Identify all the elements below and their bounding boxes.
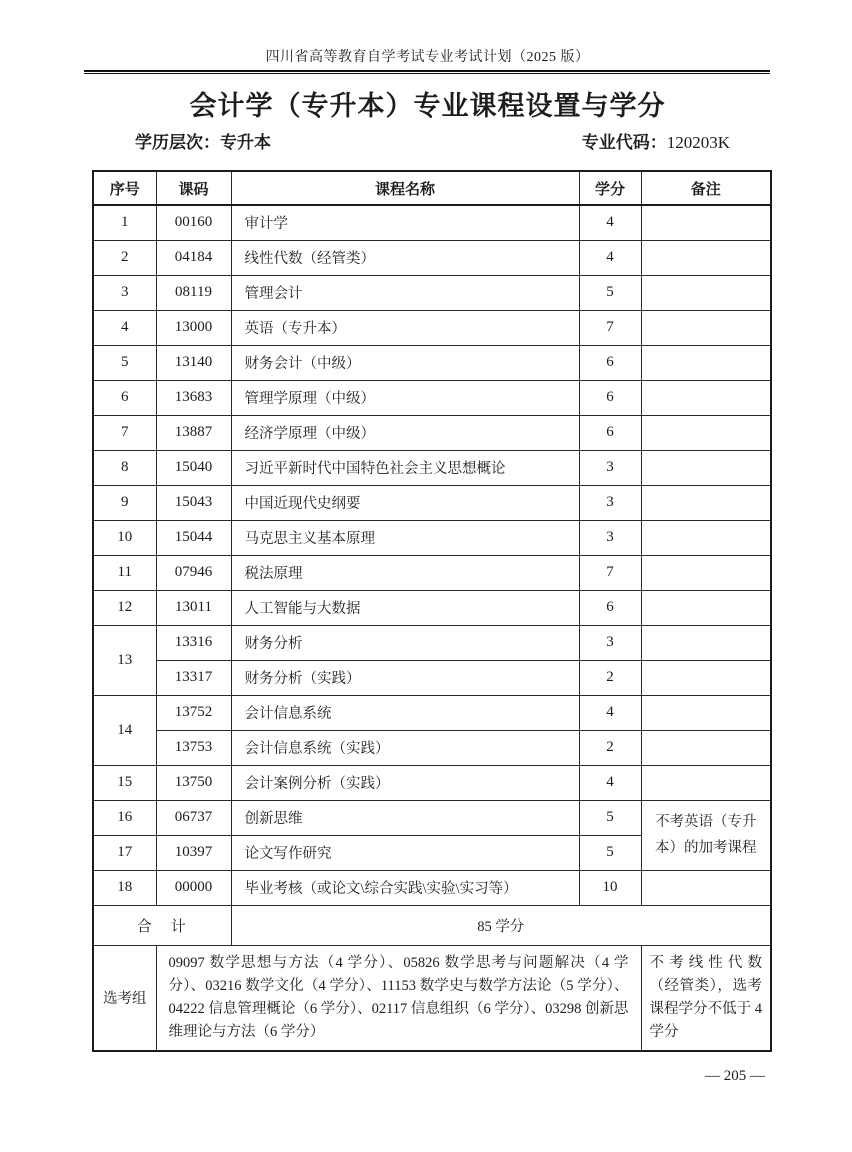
code-cell: 04184 — [156, 240, 231, 275]
credits-cell: 7 — [579, 555, 641, 590]
credits-cell: 5 — [579, 275, 641, 310]
credits-cell: 10 — [579, 870, 641, 905]
credits-cell: 3 — [579, 625, 641, 660]
seq-cell: 11 — [93, 555, 156, 590]
table-row — [93, 660, 771, 695]
elective-group-courses: 09097 数学思想与方法（4 学分）、05826 数学思考与问题解决（4 学分）、03216 数学文化（4 学分）、11153 数学史与数学方法论（5 学分）、04222 信息管理概论（6 学分）、02117 信息组织（6 学分）、03298 创新思维理论与方法（6 学分） — [156, 945, 641, 1051]
page-title: 会计学（专升本）专业课程设置与学分 — [189, 91, 666, 121]
table-row — [93, 765, 771, 800]
remark-cell — [641, 625, 771, 660]
remark-cell — [641, 275, 771, 310]
table-row — [93, 345, 771, 380]
major-code — [582, 128, 730, 153]
credits-cell: 3 — [579, 485, 641, 520]
seq-cell: 6 — [93, 380, 156, 415]
course-name-cell: 习近平新时代中国特色社会主义思想概论 — [231, 450, 579, 485]
remark-cell — [641, 205, 771, 240]
remark-cell — [641, 415, 771, 450]
course-name-cell: 经济学原理（中级） — [231, 415, 579, 450]
seq-cell: 4 — [93, 310, 156, 345]
remark-cell — [641, 520, 771, 555]
credits-cell: 4 — [579, 240, 641, 275]
page-number: — 205 — — [705, 1068, 765, 1084]
code-cell: 06737 — [156, 800, 231, 835]
code-cell: 07946 — [156, 555, 231, 590]
remark-cell — [641, 730, 771, 765]
seq-cell: 12 — [93, 590, 156, 625]
document-header-note: 四川省高等教育自学考试专业考试计划（2025 版） — [265, 50, 590, 65]
credits-cell: 7 — [579, 310, 641, 345]
code-cell: 13750 — [156, 765, 231, 800]
table-row — [93, 240, 771, 275]
credits-cell: 2 — [579, 730, 641, 765]
course-credit-table — [92, 170, 772, 1052]
course-name-cell: 创新思维 — [231, 800, 579, 835]
credits-cell: 6 — [579, 415, 641, 450]
remark-cell — [641, 660, 771, 695]
elective-group-row — [93, 945, 771, 1051]
header-divider-rule — [84, 70, 770, 74]
code-cell: 08119 — [156, 275, 231, 310]
course-name-cell: 英语（专升本） — [231, 310, 579, 345]
code-cell: 15043 — [156, 485, 231, 520]
major-code-label: 专业代码： — [581, 133, 667, 152]
credits-cell: 6 — [579, 380, 641, 415]
code-cell: 15044 — [156, 520, 231, 555]
remark-cell — [641, 590, 771, 625]
table-row — [93, 205, 771, 240]
table-row — [93, 520, 771, 555]
subtitle-row — [85, 128, 770, 153]
education-level: 学历层次：专升本 — [135, 133, 271, 152]
table-row — [93, 415, 771, 450]
credits-cell: 6 — [579, 345, 641, 380]
seq-cell-merged: 14 — [93, 695, 156, 765]
remark-cell — [641, 555, 771, 590]
seq-cell: 10 — [93, 520, 156, 555]
seq-cell: 7 — [93, 415, 156, 450]
table-row — [93, 730, 771, 765]
course-name-cell: 管理会计 — [231, 275, 579, 310]
table-row — [93, 800, 771, 835]
table-row — [93, 485, 771, 520]
course-name-cell: 中国近现代史纲要 — [231, 485, 579, 520]
seq-cell: 1 — [93, 205, 156, 240]
credits-cell: 3 — [579, 520, 641, 555]
seq-cell: 8 — [93, 450, 156, 485]
code-cell: 00160 — [156, 205, 231, 240]
total-label: 合 计 — [93, 905, 231, 945]
course-name-cell: 马克思主义基本原理 — [231, 520, 579, 555]
total-row — [93, 905, 771, 945]
seq-cell: 5 — [93, 345, 156, 380]
course-name-cell: 审计学 — [231, 205, 579, 240]
credits-cell: 4 — [579, 695, 641, 730]
remark-cell — [641, 345, 771, 380]
course-name-cell: 论文写作研究 — [231, 835, 579, 870]
seq-cell: 18 — [93, 870, 156, 905]
code-cell: 13683 — [156, 380, 231, 415]
remark-cell — [641, 240, 771, 275]
header-remark: 备注 — [641, 171, 771, 205]
total-value: 85 学分 — [231, 905, 771, 945]
table-row — [93, 625, 771, 660]
header-credits: 学分 — [579, 171, 641, 205]
code-cell: 13753 — [156, 730, 231, 765]
remark-cell — [641, 765, 771, 800]
code-cell: 15040 — [156, 450, 231, 485]
code-cell: 13316 — [156, 625, 231, 660]
course-name-cell: 人工智能与大数据 — [231, 590, 579, 625]
seq-cell-merged: 13 — [93, 625, 156, 695]
table-row — [93, 380, 771, 415]
header-seq: 序号 — [93, 171, 156, 205]
credits-cell: 4 — [579, 765, 641, 800]
course-name-cell: 财务分析（实践） — [231, 660, 579, 695]
elective-group-label: 选考组 — [93, 945, 156, 1051]
credits-cell: 6 — [579, 590, 641, 625]
code-cell: 13317 — [156, 660, 231, 695]
course-name-cell: 会计信息系统（实践） — [231, 730, 579, 765]
remark-cell — [641, 380, 771, 415]
remark-cell-merged: 不考英语（专升本）的加考课程 — [641, 800, 771, 870]
seq-cell: 16 — [93, 800, 156, 835]
table-row — [93, 590, 771, 625]
course-name-cell: 财务分析 — [231, 625, 579, 660]
table-header-row — [93, 171, 771, 205]
table-row — [93, 450, 771, 485]
seq-cell: 2 — [93, 240, 156, 275]
code-cell: 13752 — [156, 695, 231, 730]
credits-cell: 5 — [579, 800, 641, 835]
course-name-cell: 财务会计（中级） — [231, 345, 579, 380]
course-name-cell: 毕业考核（或论文\综合实践\实验\实习等） — [231, 870, 579, 905]
code-cell: 13140 — [156, 345, 231, 380]
code-cell: 00000 — [156, 870, 231, 905]
seq-cell: 17 — [93, 835, 156, 870]
remark-cell — [641, 870, 771, 905]
course-name-cell: 税法原理 — [231, 555, 579, 590]
elective-group-remark: 不考线性代数（经管类），选考课程学分不低于 4 学分 — [641, 945, 771, 1051]
credits-cell: 2 — [579, 660, 641, 695]
code-cell: 13887 — [156, 415, 231, 450]
course-name-cell: 线性代数（经管类） — [231, 240, 579, 275]
seq-cell: 3 — [93, 275, 156, 310]
credits-cell: 3 — [579, 450, 641, 485]
credits-cell: 5 — [579, 835, 641, 870]
course-name-cell: 管理学原理（中级） — [231, 380, 579, 415]
major-code-value: 120203K — [666, 133, 730, 152]
table-row — [93, 695, 771, 730]
remark-cell — [641, 310, 771, 345]
table-row — [93, 870, 771, 905]
code-cell: 10397 — [156, 835, 231, 870]
remark-cell — [641, 695, 771, 730]
remark-cell — [641, 450, 771, 485]
seq-cell: 15 — [93, 765, 156, 800]
code-cell: 13011 — [156, 590, 231, 625]
header-course-name: 课程名称 — [231, 171, 579, 205]
remark-cell — [641, 485, 771, 520]
credits-cell: 4 — [579, 205, 641, 240]
table-row — [93, 555, 771, 590]
seq-cell: 9 — [93, 485, 156, 520]
table-row — [93, 310, 771, 345]
header-code: 课码 — [156, 171, 231, 205]
course-name-cell: 会计信息系统 — [231, 695, 579, 730]
table-row — [93, 275, 771, 310]
code-cell: 13000 — [156, 310, 231, 345]
course-name-cell: 会计案例分析（实践） — [231, 765, 579, 800]
